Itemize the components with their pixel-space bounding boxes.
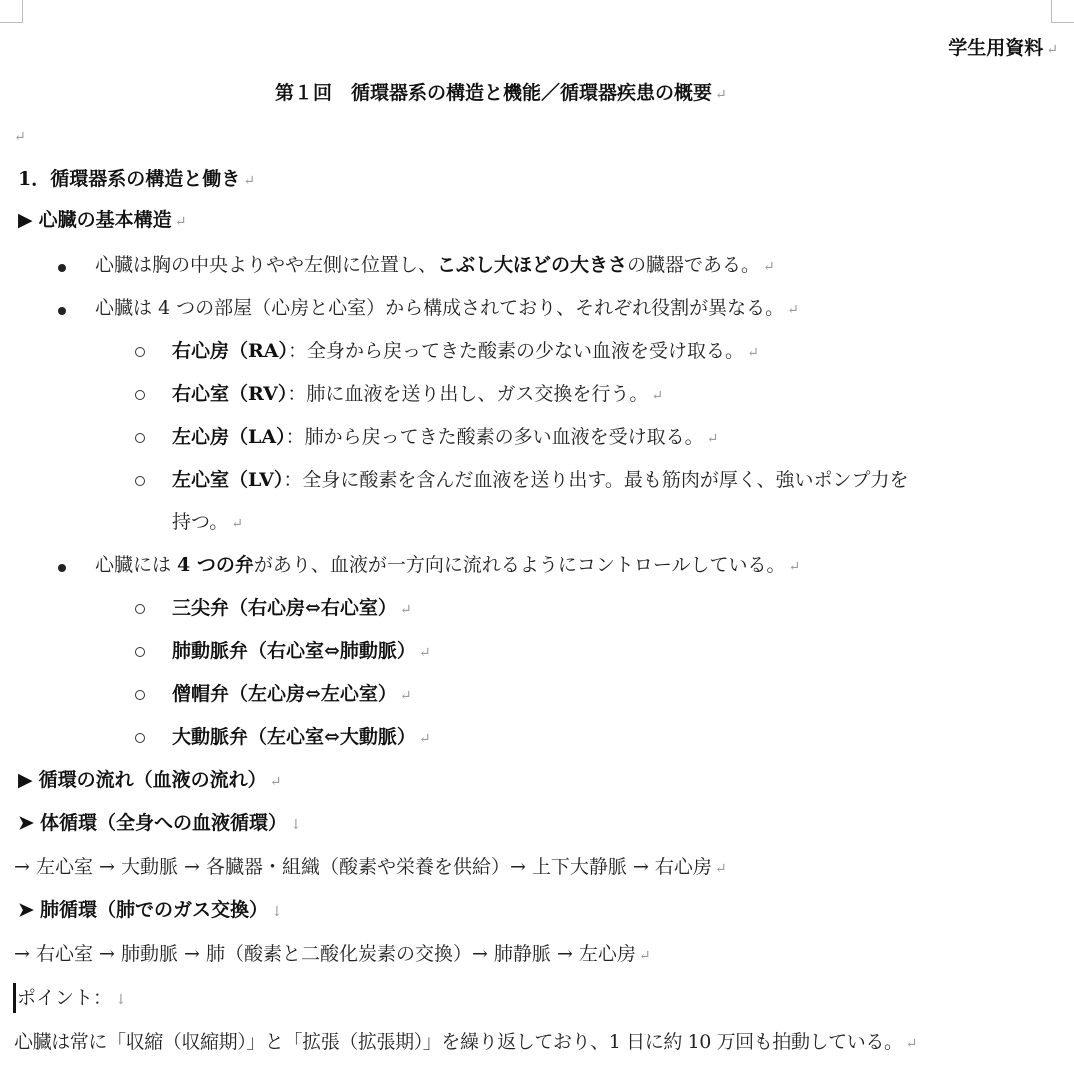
arrowhead-bullet-icon: ➤ bbox=[18, 812, 34, 834]
document-title: 第１回 循環器系の構造と機能／循環器疾患の概要 ↵ bbox=[275, 82, 727, 104]
sub-bullet-circle bbox=[135, 390, 145, 400]
header-label: 学生用資料 ↵ bbox=[948, 37, 1058, 59]
subsection-heading-heart: ▶ 心臓の基本構造 ↵ bbox=[18, 209, 187, 231]
triangle-bullet-icon: ▶ bbox=[18, 209, 33, 231]
valve-item: 僧帽弁（左心房⇔左心室） ↵ bbox=[172, 683, 412, 705]
bullet-dot bbox=[58, 264, 66, 272]
chamber-item: 右心室（RV）：肺に血液を送り出し、ガス交換を行う。 ↵ bbox=[172, 383, 664, 405]
sub-bullet-circle bbox=[135, 604, 145, 614]
section-heading: 1．循環器系の構造と働き ↵ bbox=[18, 168, 255, 190]
pulmonary-flow: → 右心室 → 肺動脈 → 肺（酸素と二酸化炭素の交換）→ 肺静脈 → 左心房 ↵ bbox=[14, 943, 651, 965]
pulmonary-heading: ➤ 肺循環（肺でのガス交換） ↓ bbox=[18, 899, 283, 921]
subsection-heading-circulation: ▶ 循環の流れ（血液の流れ） ↵ bbox=[18, 769, 282, 791]
sub-bullet-circle bbox=[135, 647, 145, 657]
crop-mark-left bbox=[0, 0, 23, 23]
sub-bullet-circle bbox=[135, 347, 145, 357]
sub-bullet-circle bbox=[135, 433, 145, 443]
bullet-dot bbox=[58, 307, 66, 315]
valve-item: 大動脈弁（左心室⇔大動脈） ↵ bbox=[172, 726, 431, 748]
chamber-item: 左心室（LV）：全身に酸素を含んだ血液を送り出す。最も筋肉が厚く、強いポンプ力を bbox=[172, 469, 909, 491]
chamber-item: 右心房（RA）：全身から戻ってきた酸素の少ない血液を受け取る。 ↵ bbox=[172, 340, 759, 362]
valve-item: 三尖弁（右心房⇔右心室） ↵ bbox=[172, 597, 412, 619]
systemic-flow: → 左心室 → 大動脈 → 各臓器・組織（酸素や栄養を供給）→ 上下大静脈 → 右心房 ↵ bbox=[14, 856, 727, 878]
point-label: ポイント： ↓ bbox=[17, 987, 127, 1009]
bullet-dot bbox=[58, 564, 66, 572]
sub-bullet-circle bbox=[135, 733, 145, 743]
valve-item: 肺動脈弁（右心室⇔肺動脈） ↵ bbox=[172, 640, 431, 662]
triangle-bullet-icon: ▶ bbox=[18, 769, 33, 791]
sub-bullet-circle bbox=[135, 690, 145, 700]
bullet-item: 心臓は胸の中央よりやや左側に位置し、こぶし大ほどの大きさの臓器である。 ↵ bbox=[95, 254, 775, 276]
empty-paragraph: ↵ bbox=[14, 129, 26, 145]
chamber-item-continuation: 持つ。 ↵ bbox=[172, 511, 243, 533]
text-cursor bbox=[13, 983, 16, 1013]
arrowhead-bullet-icon: ➤ bbox=[18, 899, 34, 921]
chamber-item: 左心房（LA）：肺から戻ってきた酸素の多い血液を受け取る。 ↵ bbox=[172, 426, 719, 448]
bullet-item: 心臓には 4 つの弁があり、血液が一方向に流れるようにコントロールしている。 ↵ bbox=[95, 554, 801, 576]
bullet-item: 心臓は 4 つの部屋（心房と心室）から構成されており、それぞれ役割が異なる。 ↵ bbox=[95, 297, 799, 319]
sub-bullet-circle bbox=[135, 476, 145, 486]
point-text: 心臓は常に「収縮（収縮期）」と「拡張（拡張期）」を繰り返しており、1 日に約 10 万回も拍動している。 ↵ bbox=[14, 1031, 917, 1053]
systemic-heading: ➤ 体循環（全身への血液循環） ↓ bbox=[18, 812, 302, 834]
crop-mark-right bbox=[1051, 0, 1074, 23]
